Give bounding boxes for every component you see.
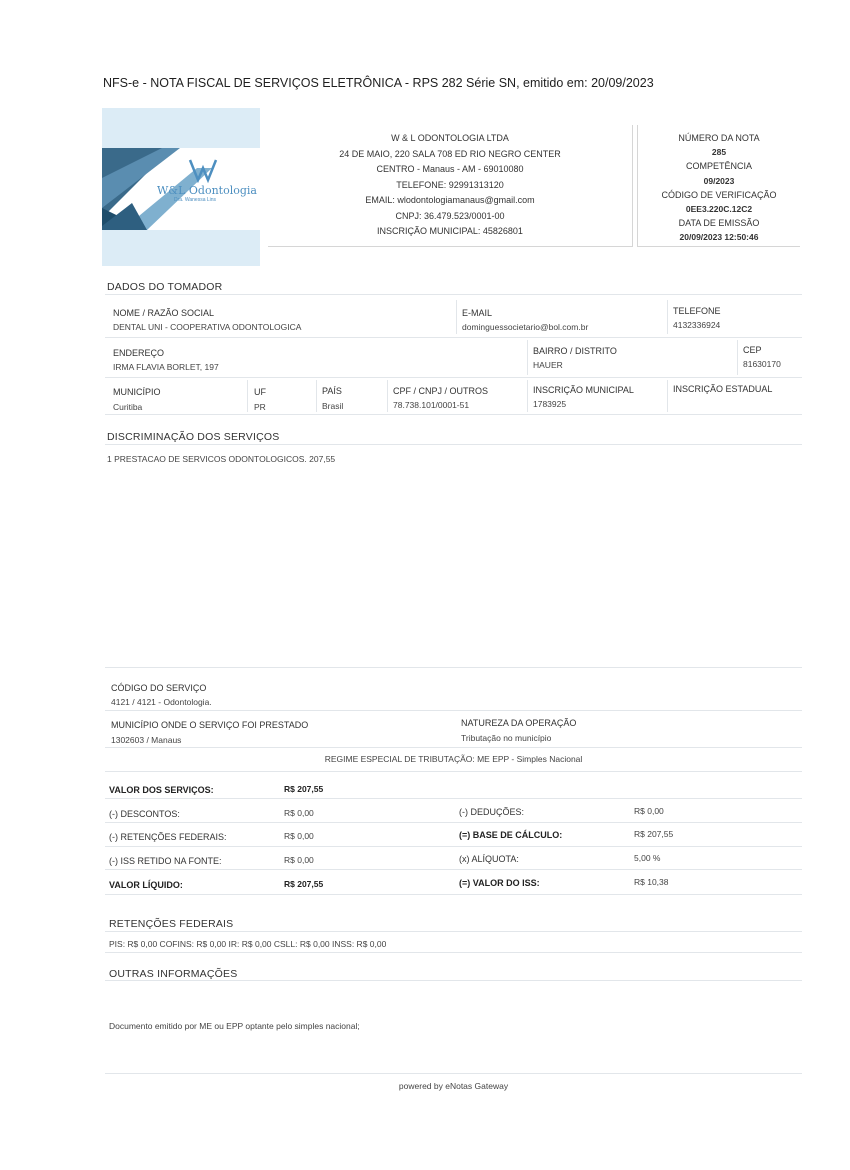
divider: [737, 340, 738, 375]
competence-label: COMPETÊNCIA: [685, 161, 752, 172]
other-info-section-title: OUTRAS INFORMAÇÕES: [109, 968, 238, 980]
iss-withheld-label: (-) ISS RETIDO NA FONTE:: [109, 856, 222, 866]
divider: [105, 931, 802, 932]
service-code: 4121 / 4121 - Odontologia.: [111, 697, 212, 707]
note-info: [637, 125, 800, 247]
tomador-email: dominguessocietario@bol.com.br: [462, 322, 589, 332]
divider: [105, 444, 802, 445]
divider: [456, 300, 457, 334]
divider: [105, 710, 802, 711]
divider: [667, 300, 668, 334]
tomador-country-label: PAÍS: [322, 386, 342, 396]
divider: [105, 894, 802, 895]
issue-date-label: DATA DE EMISSÃO: [678, 218, 760, 229]
operation-nature-label: NATUREZA DA OPERAÇÃO: [461, 718, 577, 728]
tomador-district: HAUER: [533, 360, 563, 370]
company-logo: [102, 108, 260, 266]
tomador-address-label: ENDEREÇO: [113, 348, 165, 358]
retentions-detail: PIS: R$ 0,00 COFINS: R$ 0,00 IR: R$ 0,00 CSLL: R$ 0,00 INSS: R$ 0,00: [109, 939, 387, 949]
tomador-name-label: NOME / RAZÃO SOCIAL: [113, 308, 215, 318]
tomador-doc-label: CPF / CNPJ / OUTROS: [393, 386, 489, 396]
competence: 09/2023: [703, 175, 735, 186]
service-place: 1302603 / Manaus: [111, 735, 182, 745]
issuer-name: W & L ODONTOLOGIA LTDA: [391, 133, 509, 143]
tomador-district-label: BAIRRO / DISTRITO: [533, 346, 617, 356]
note-number-label: NÚMERO DA NOTA: [678, 133, 760, 143]
tomador-name: DENTAL UNI - COOPERATIVA ODONTOLOGICA: [113, 322, 302, 332]
deductions-value: R$ 0,00: [634, 806, 664, 816]
tomador-phone: 4132336924: [673, 320, 721, 330]
divider: [105, 377, 802, 378]
federal-retentions-label: (-) RETENÇÕES FEDERAIS:: [109, 832, 227, 842]
issuer-district: CENTRO - Manaus - AM - 69010080: [376, 164, 524, 174]
tomador-cep: 81630170: [743, 359, 781, 369]
divider: [387, 380, 388, 412]
issuer-municipal-registration: INSCRIÇÃO MUNICIPAL: 45826801: [377, 226, 523, 236]
tomador-city: Curitiba: [113, 402, 143, 412]
tomador-municipal: 1783925: [533, 399, 567, 409]
service-code-label: CÓDIGO DO SERVIÇO: [111, 683, 207, 693]
operation-nature: Tributação no município: [461, 733, 552, 743]
footer-text: powered by eNotas Gateway: [398, 1081, 509, 1091]
iss-value-label: (=) VALOR DO ISS:: [459, 878, 540, 888]
tomador-uf-label: UF: [254, 387, 266, 397]
retentions-section-title: RETENÇÕES FEDERAIS: [109, 918, 234, 930]
divider: [105, 846, 802, 847]
federal-retentions-value: R$ 0,00: [284, 831, 314, 841]
tomador-address: IRMA FLAVIA BORLET, 197: [113, 362, 219, 372]
divider: [667, 380, 668, 412]
iss-withheld-value: R$ 0,00: [284, 855, 314, 865]
verification-label: CÓDIGO DE VERIFICAÇÃO: [661, 189, 777, 200]
tomador-doc: 78.738.101/0001-51: [393, 400, 470, 410]
tomador-city-label: MUNICÍPIO: [113, 387, 161, 397]
net-value: R$ 207,55: [284, 879, 324, 889]
divider: [247, 380, 248, 412]
services-value: R$ 207,55: [284, 784, 324, 794]
divider: [105, 771, 802, 772]
note-number: 285: [711, 147, 727, 158]
divider: [105, 667, 802, 668]
logo-text: W&L Odontologia: [157, 184, 257, 197]
divider: [316, 380, 317, 412]
tomador-uf: PR: [254, 402, 266, 412]
issuer-email: EMAIL: wlodontologiamanaus@gmail.com: [365, 195, 535, 205]
tomador-phone-label: TELEFONE: [673, 306, 721, 316]
tomador-municipal-label: INSCRIÇÃO MUNICIPAL: [533, 385, 634, 395]
services-description: 1 PRESTACAO DE SERVICOS ODONTOLOGICOS. 207,55: [107, 454, 336, 464]
tomador-cep-label: CEP: [743, 345, 762, 355]
tomador-email-label: E-MAIL: [462, 308, 493, 318]
issuer-address: 24 DE MAIO, 220 SALA 708 ED RIO NEGRO CENTER: [339, 148, 561, 159]
issuer-cnpj: CNPJ: 36.479.523/0001-00: [395, 210, 505, 221]
tomador-country: Brasil: [322, 401, 344, 411]
discounts-label: (-) DESCONTOS:: [109, 809, 180, 819]
logo-subtext: Dra. Wanessa Lins: [174, 197, 217, 203]
calculation-base-value: R$ 207,55: [634, 829, 674, 839]
tax-regime: REGIME ESPECIAL DE TRIBUTAÇÃO: ME EPP - Simples Nacional: [324, 754, 583, 764]
divider: [105, 747, 802, 748]
divider: [105, 1073, 802, 1074]
deductions-label: (-) DEDUÇÕES:: [459, 807, 524, 817]
issuer-phone: TELEFONE: 92991313120: [396, 179, 504, 190]
verification-code: 0EE3.220C.12C2: [685, 204, 753, 215]
iss-value: R$ 10,38: [634, 877, 669, 887]
issuer-info: [268, 125, 633, 247]
divider: [105, 294, 802, 295]
divider: [105, 798, 802, 799]
divider: [527, 340, 528, 375]
page-title: NFS-e - NOTA FISCAL DE SERVIÇOS ELETRÔNICA - RPS 282 Série SN, emitido em: 20/09/2023: [103, 76, 654, 90]
divider: [105, 952, 802, 953]
net-value-label: VALOR LÍQUIDO:: [109, 880, 183, 890]
service-place-label: MUNICÍPIO ONDE O SERVIÇO FOI PRESTADO: [111, 720, 309, 730]
services-section-title: DISCRIMINAÇÃO DOS SERVIÇOS: [107, 431, 280, 443]
issue-date: 20/09/2023 12:50:46: [679, 232, 759, 243]
divider: [105, 822, 802, 823]
rate-label: (x) ALÍQUOTA:: [459, 854, 519, 864]
divider: [527, 380, 528, 412]
discounts-value: R$ 0,00: [284, 808, 314, 818]
tomador-state-label: INSCRIÇÃO ESTADUAL: [673, 384, 773, 394]
divider: [105, 414, 802, 415]
rate-value: 5,00 %: [634, 853, 661, 863]
tomador-section-title: DADOS DO TOMADOR: [107, 281, 223, 293]
divider: [105, 337, 802, 338]
calculation-base-label: (=) BASE DE CÁLCULO:: [459, 830, 563, 840]
divider: [105, 980, 802, 981]
other-info-text: Documento emitido por ME ou EPP optante pelo simples nacional;: [109, 1021, 360, 1031]
services-value-label: VALOR DOS SERVIÇOS:: [109, 785, 214, 795]
divider: [105, 869, 802, 870]
